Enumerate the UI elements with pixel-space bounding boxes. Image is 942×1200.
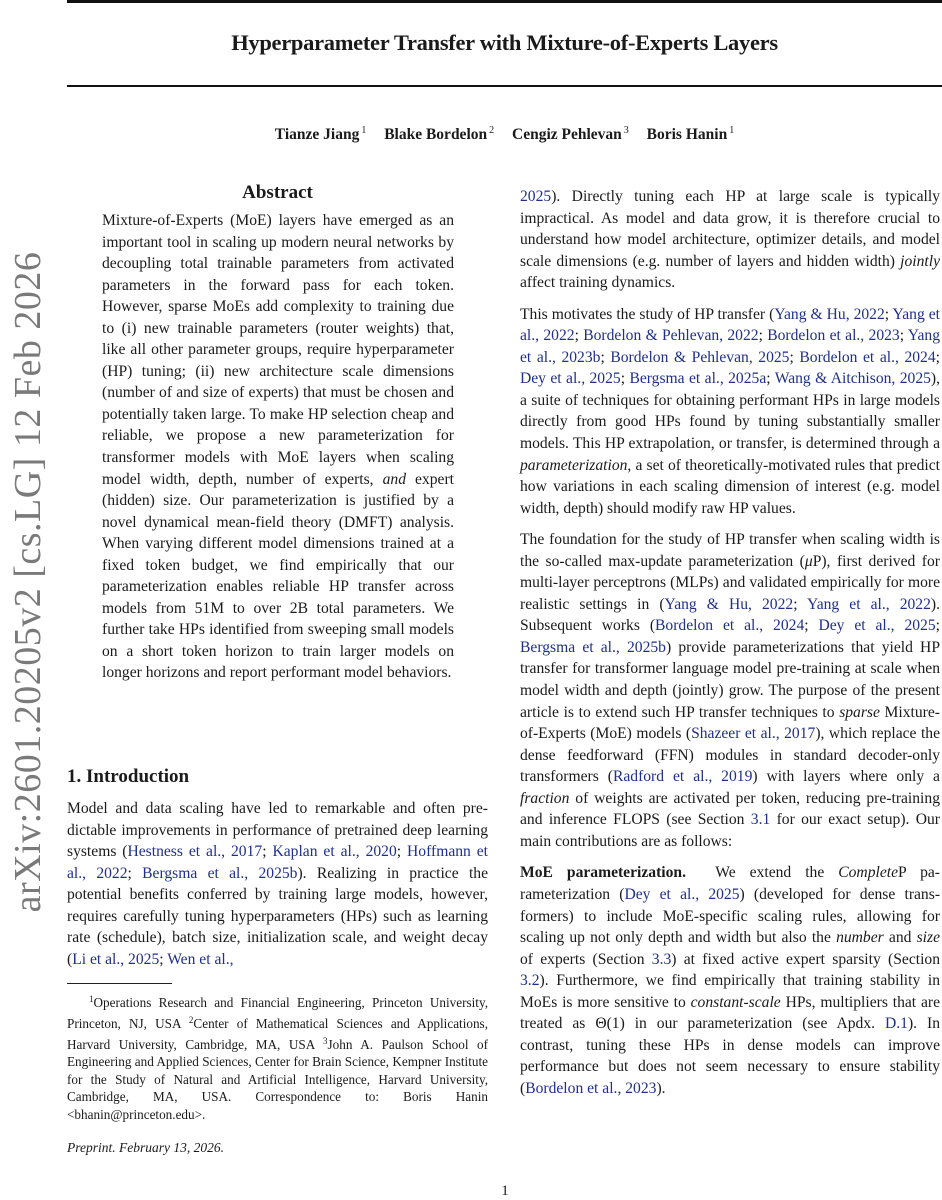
- contribution-lead: MoE parameterization.: [520, 864, 686, 882]
- citation-link[interactable]: Dey et al., 2025: [624, 885, 740, 903]
- citation-link[interactable]: Bergsma et al., 2025b: [520, 638, 666, 656]
- section-reference-link[interactable]: 3.1: [750, 811, 771, 829]
- citation-link[interactable]: Bordelon & Pehlevan, 2025: [610, 348, 790, 366]
- affiliations-footnote: $^1$Operations Research and Financial Engineering, Princeton University, Princeton, NJ, USA $^2$Center of Mathematical Sciences and Applications, Harvard University, Cambridge, MA, USA $^3$John A. Paulson School of Engineering and Applied Sciences, Center for Brain Science, Kempner Institute for the Study of Natural and Artificial Intelligence, Harvard University, Cambridge, MA, USA. Correspondence to: Boris Hanin <bhanin@princeton.edu>.: [67, 994, 488, 1122]
- citation-link[interactable]: Bordelon et al., 2024: [799, 348, 936, 366]
- citation-link[interactable]: 2025: [520, 188, 552, 205]
- citation-link[interactable]: Bordelon & Pehlevan, 2022: [583, 327, 759, 345]
- intro-paragraph-1-continued: 2025). Directly tuning each HP at large scale is typically impractical. As model and data grow, it is therefore crucial to understand how model architecture, optimizer details, and model scale dimensions (e.g. number of layers and hidden width) jointly affect training dynamics.: [520, 188, 940, 292]
- top-rule: [67, 0, 942, 3]
- author: Boris Hanin $^1$: [646, 125, 735, 143]
- citation-link[interactable]: Bergsma et al., 2025a: [629, 370, 767, 388]
- citation-link[interactable]: Kaplan et al., 2020: [272, 843, 397, 861]
- citation-link[interactable]: Wen et al.,: [167, 950, 234, 968]
- intro-paragraph-1: Model and data scaling have led to remarkable and often predictable improvements in performance of pretrained deep learning systems (Hestness et al., 2017; Kaplan et al., 2020; Hoffmann et al., 2022; Bergsma et al., 2025b). Realizing in practice the potential benefits conferred by training large models, however, requires carefully tuning hyperparameters (HPs) such as learning rate (schedule), batch size, initialization scale, and weight decay (Li et al., 2025; Wen et al.,: [67, 800, 489, 968]
- section-heading-introduction: 1. Introduction: [67, 766, 190, 788]
- citation-link[interactable]: Dey et al., 2025: [818, 617, 936, 635]
- citation-link[interactable]: Yang et al., 2022: [807, 595, 931, 613]
- contribution-moe-parameterization: MoE parameterization. We extend the CompleteP parameterization (Dey et al., 2025) (developed for dense transformers) to include MoE-specific scaling rules, allowing for scaling up not only depth and width but also the number and size of experts (Section 3.3) at fixed active expert sparsity (Section 3.2). Furthermore, we find empirically that training stability in MoEs is more sensitive to constant-scale HPs, multipliers that are treated as Θ(1) in our parameterization (see Apdx. D.1). In contrast, tuning these HPs in dense models can improve performance but does not seem necessary to ensure stability (Bordelon et al., 2023).: [520, 864, 941, 1097]
- citation-link[interactable]: Yang & Hu, 2022: [774, 305, 885, 323]
- citation-link[interactable]: Hoffmann et al., 2022: [67, 843, 489, 882]
- arxiv-identifier-stamp[interactable]: arXiv:2601.20205v2 [cs.LG] 12 Feb 2026: [7, 251, 49, 913]
- citation-link[interactable]: Bordelon et al., 2024: [655, 617, 805, 635]
- abstract-text: Mixture-of-Experts (MoE) layers have emerged as an important tool in scaling up modern neural networks by decoupling total trainable parameters from activated parameters in the forward pass for each token. However, sparse MoEs add complexity to training due to (i) new trainable parameters (router weights) that, like all other parameter groups, require hyperparameter (HP) tuning; (ii) new architecture scale dimensions (number of and size of experts) that must be chosen and potentially taken large. To make HP selection cheap and reliable, we propose a new parameterization for transformer models with MoE layers when scaling model width, depth, number of experts, and expert (hidden) size. Our parameterization is justified by a novel dynamical mean-field theory (DMFT) analysis. When varying different model dimensions trained at a fixed token budget, we find empirically that our parameterization enables reliable HP transfer across models from 51M to over 2B total parameters. We further take HPs identified from sweeping small models on a short token horizon to train larger models on longer horizons and report performant model behaviors.: [102, 212, 454, 682]
- citation-link[interactable]: Hestness et al., 2017: [127, 843, 263, 861]
- citation-link[interactable]: Yang et al., 2023b: [520, 327, 941, 366]
- intro-paragraph-3: The foundation for the study of HP transfer when scaling width is the so-called max-update parameterization (μP), first derived for multi-layer perceptrons (MLPs) and validated empirically for more realistic settings in (Yang & Hu, 2022; Yang et al., 2022). Subsequent works (Bordelon et al., 2024; Dey et al., 2025; Bergsma et al., 2025b) provide parameterizations that yield HP transfer for transformer language model pre-training at scale when model width and depth (jointly) grow. The purpose of the present article is to extend such HP transfer techniques to sparse Mixture-of-Experts (MoE) models (Shazeer et al., 2017), which replace the dense feedforward (FFN) modules in standard decoder-only transformers (Radford et al., 2019) with layers where only a fraction of weights are activated per token, reducing pre-training and inference FLOPS (see Section 3.1 for our exact setup). Our main contributions are as follows:: [520, 531, 941, 850]
- author: Tianze Jiang $^1$: [274, 125, 367, 143]
- citation-link[interactable]: Radford et al., 2019: [612, 768, 753, 786]
- citation-link[interactable]: Yang et al., 2022: [520, 305, 940, 345]
- author-list: [67, 125, 942, 144]
- appendix-reference-link[interactable]: D.1: [884, 1015, 908, 1033]
- page-number: 1: [501, 1183, 509, 1199]
- preprint-date: Preprint. February 13, 2026.: [67, 1139, 224, 1155]
- intro-paragraph-2: This motivates the study of HP transfer (Yang & Hu, 2022; Yang et al., 2022; Bordelon & Pehlevan, 2022; Bordelon et al., 2023; Yang et al., 2023b; Bordelon & Pehlevan, 2025; Bordelon et al., 2024; Dey et al., 2025; Bergsma et al., 2025a; Wang & Aitchison, 2025), a suite of techniques for obtaining performant HPs in large models directly from good HPs found by tuning substantially smaller models. This HP extrapolation, or transfer, is determined through a parameterization, a set of theoretically-motivated rules that predict how variations in each scaling dimension of interest (e.g. model width, depth) should modify raw HP values.: [520, 305, 941, 517]
- citation-link[interactable]: Bordelon et al., 2023: [767, 327, 900, 345]
- footnote-divider: [67, 983, 172, 984]
- citation-link[interactable]: Yang & Hu, 2022: [664, 595, 794, 613]
- left-column: [67, 182, 488, 1156]
- citation-link[interactable]: Shazeer et al., 2017: [691, 725, 816, 743]
- citation-link[interactable]: Li et al., 2025: [72, 950, 160, 968]
- citation-link[interactable]: Dey et al., 2025: [520, 370, 621, 388]
- section-reference-link[interactable]: 3.3: [651, 950, 672, 968]
- right-column: [520, 186, 940, 1109]
- title-rule: [67, 85, 942, 87]
- paper-title: Hyperparameter Transfer with Mixture-of-Experts Layers: [231, 30, 778, 55]
- citation-link[interactable]: Wang & Aitchison, 2025: [774, 370, 931, 388]
- abstract-heading: Abstract: [242, 182, 313, 203]
- citation-link[interactable]: Bergsma et al., 2025b: [142, 864, 298, 882]
- author: Blake Bordelon $^2$: [384, 125, 495, 143]
- section-reference-link[interactable]: 3.2: [520, 972, 540, 990]
- author: Cengiz Pehlevan $^3$: [512, 125, 629, 143]
- citation-link[interactable]: Bordelon et al., 2023: [525, 1079, 657, 1097]
